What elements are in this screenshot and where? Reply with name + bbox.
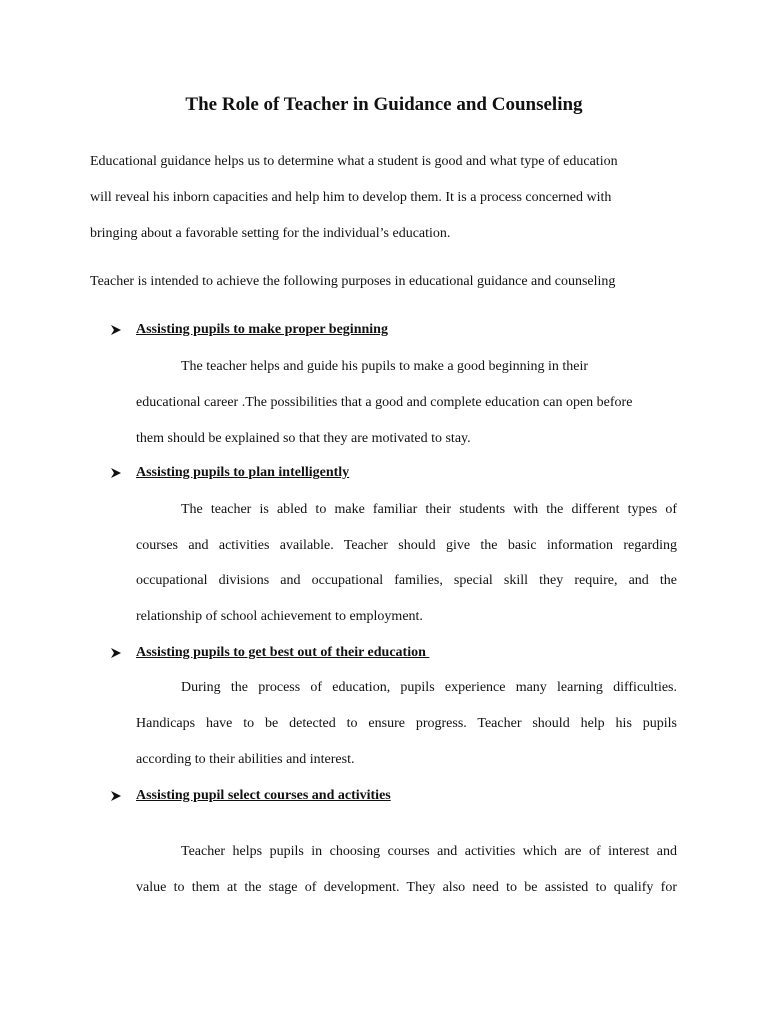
purpose-line: Teacher is intended to achieve the following purposes in educational guidance and counseling: [90, 274, 616, 289]
arrow-bullet-icon: [110, 790, 122, 802]
section-4-line-1: Teacher helps pupils in choosing courses and activities which are of interest and: [181, 844, 677, 859]
section-2-line-2: courses and activities available. Teacher should give the basic information regarding: [136, 538, 677, 553]
intro-line-2: will reveal his inborn capacities and help him to develop them. It is a process concerned with: [90, 190, 612, 205]
section-2-line-4: relationship of school achievement to employment.: [136, 609, 423, 624]
section-heading: Assisting pupils to plan intelligently: [136, 465, 350, 480]
section-3-line-1: During the process of education, pupils experience many learning difficulties.: [181, 680, 677, 695]
arrow-bullet-icon: [110, 647, 122, 659]
section-2-line-1: The teacher is abled to make familiar their students with the different types of: [181, 502, 677, 517]
section-heading: Assisting pupils to make proper beginning: [136, 322, 388, 337]
arrow-bullet-icon: [110, 324, 122, 336]
section-1-line-2: educational career .The possibilities that a good and complete education can open before: [136, 395, 633, 410]
page-title: The Role of Teacher in Guidance and Counseling: [185, 94, 583, 115]
intro-line-3: bringing about a favorable setting for the individual’s education.: [90, 226, 451, 241]
section-4-line-2: value to them at the stage of development. They also need to be assisted to qualify for: [136, 880, 677, 895]
section-heading: Assisting pupil select courses and activities: [136, 788, 391, 803]
section-heading: Assisting pupils to get best out of their education: [136, 645, 430, 660]
intro-line-1: Educational guidance helps us to determine what a student is good and what type of education: [90, 154, 618, 169]
section-3-line-3: according to their abilities and interest.: [136, 752, 355, 767]
section-1-line-3: them should be explained so that they are motivated to stay.: [136, 431, 471, 446]
arrow-bullet-icon: [110, 467, 122, 479]
section-3-line-2: Handicaps have to be detected to ensure progress. Teacher should help his pupils: [136, 716, 677, 731]
section-2-line-3: occupational divisions and occupational families, special skill they require, and the: [136, 573, 677, 588]
section-1-line-1: The teacher helps and guide his pupils to make a good beginning in their: [181, 359, 589, 374]
